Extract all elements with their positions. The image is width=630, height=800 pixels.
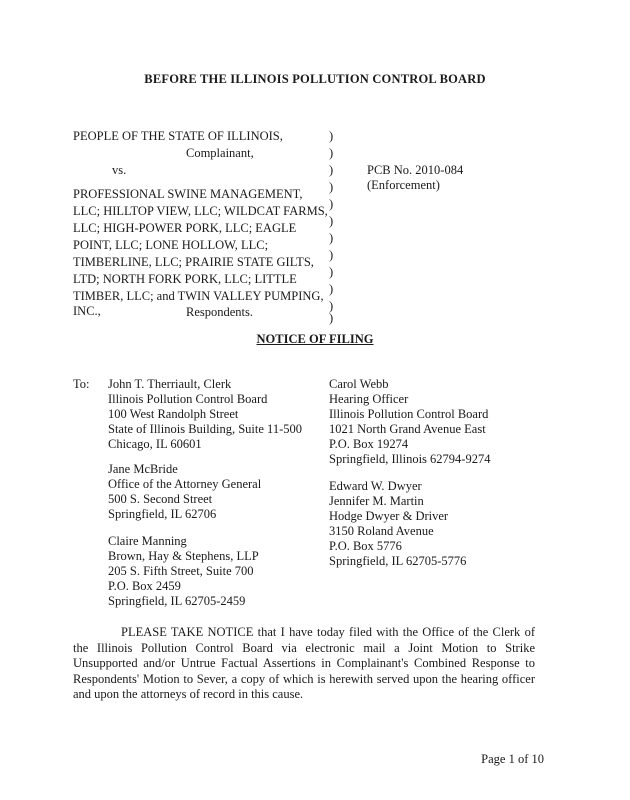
address-line: Hodge Dwyer & Driver: [329, 509, 449, 523]
address-line: Edward W. Dwyer: [329, 479, 422, 493]
case-number: PCB No. 2010-084: [367, 163, 464, 177]
caption-line: LLC; HIGH-POWER PORK, LLC; EAGLE: [73, 221, 297, 235]
page-number: Page 1 of 10: [481, 752, 544, 766]
address-line: P.O. Box 5776: [329, 539, 402, 553]
caption-paren: ): [329, 299, 334, 313]
address-line: Springfield, Illinois 62794-9274: [329, 452, 491, 466]
address-line: Office of the Attorney General: [108, 477, 262, 491]
case-type: (Enforcement): [367, 178, 440, 192]
address-line: Springfield, IL 62705-2459: [108, 594, 246, 608]
address-line: 100 West Randolph Street: [108, 407, 239, 421]
caption-line: PROFESSIONAL SWINE MANAGEMENT,: [73, 187, 303, 201]
caption-line: LLC; HILLTOP VIEW, LLC; WILDCAT FARMS,: [73, 204, 328, 218]
to-label: To:: [73, 377, 90, 391]
caption-paren: ): [329, 265, 334, 279]
address-line: Jane McBride: [108, 462, 178, 476]
caption-line: POINT, LLC; LONE HOLLOW, LLC;: [73, 238, 269, 252]
caption-paren: ): [329, 197, 334, 211]
address-line: Hearing Officer: [329, 392, 409, 406]
caption-paren: ): [329, 231, 334, 245]
caption-line: Complainant,: [186, 146, 254, 160]
caption-paren: ): [329, 214, 334, 228]
address-line: 3150 Roland Avenue: [329, 524, 434, 538]
caption-paren: ): [329, 163, 334, 177]
address-line: Illinois Pollution Control Board: [329, 407, 489, 421]
caption-line: TIMBER, LLC; and TWIN VALLEY PUMPING,: [73, 289, 324, 303]
address-line: Carol Webb: [329, 377, 389, 391]
caption-line: LTD; NORTH FORK PORK, LLC; LITTLE: [73, 272, 297, 286]
caption-paren: ): [329, 146, 334, 160]
caption-paren: ): [329, 129, 334, 143]
address-line: John T. Therriault, Clerk: [108, 377, 232, 391]
address-line: Springfield, IL 62706: [108, 507, 217, 521]
address-line: P.O. Box 19274: [329, 437, 409, 451]
notice-body-paragraph: PLEASE TAKE NOTICE that I have today filed with the Office of the Clerk of the Illinois Pollution Control Board via electronic mail a Joint Motion to Strike Unsupported and/or Untrue Factual Assertions in Complainant's Combined Response to Respondents' Motion to Sever, a copy of which is herewith served upon the hearing officer and upon the attorneys of record in this cause.: [73, 625, 535, 702]
caption-line: PEOPLE OF THE STATE OF ILLINOIS,: [73, 129, 283, 143]
board-heading: BEFORE THE ILLINOIS POLLUTION CONTROL BOARD: [144, 72, 486, 86]
caption-paren: ): [329, 282, 334, 296]
notice-title: NOTICE OF FILING: [256, 332, 374, 346]
caption-paren: ): [329, 248, 334, 262]
address-line: Brown, Hay & Stephens, LLP: [108, 549, 259, 563]
address-line: Illinois Pollution Control Board: [108, 392, 268, 406]
caption-paren: ): [329, 311, 334, 325]
caption-line: Respondents.: [186, 305, 254, 319]
address-line: 205 S. Fifth Street, Suite 700: [108, 564, 254, 578]
address-line: Springfield, IL 62705-5776: [329, 554, 467, 568]
caption-line: TIMBERLINE, LLC; PRAIRIE STATE GILTS,: [73, 255, 314, 269]
address-line: 500 S. Second Street: [108, 492, 213, 506]
address-line: State of Illinois Building, Suite 11-500: [108, 422, 302, 436]
address-line: P.O. Box 2459: [108, 579, 181, 593]
caption-line: INC.,: [73, 304, 101, 318]
address-line: 1021 North Grand Avenue East: [329, 422, 486, 436]
address-line: Claire Manning: [108, 534, 187, 548]
caption-line: vs.: [112, 163, 127, 177]
address-line: Jennifer M. Martin: [329, 494, 424, 508]
caption-paren: ): [329, 180, 334, 194]
address-line: Chicago, IL 60601: [108, 437, 202, 451]
